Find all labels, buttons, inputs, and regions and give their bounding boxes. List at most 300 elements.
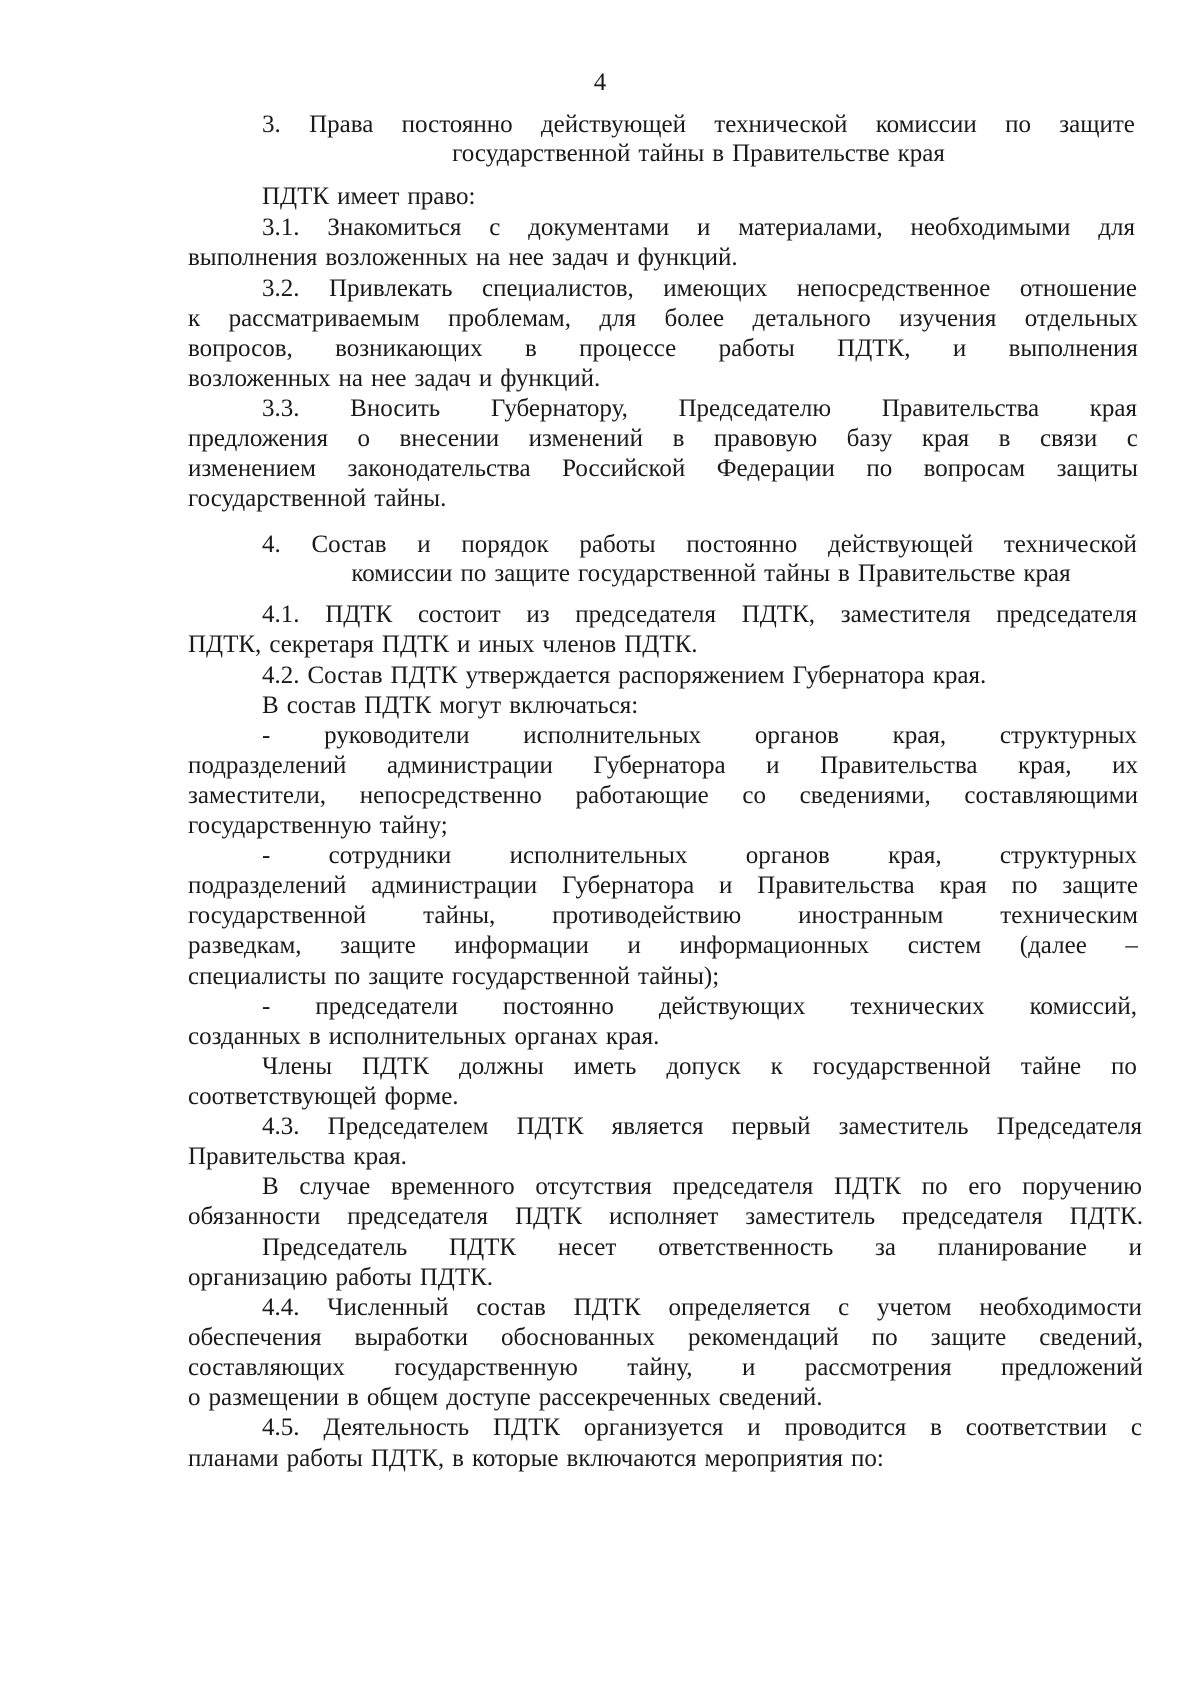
word: доступе [446,1384,531,1411]
word: - [262,993,271,1020]
word: и [417,531,431,558]
word: возникающих [335,335,483,362]
word: тайны, [423,902,496,929]
word: защите [368,963,444,990]
word: защите [1062,872,1138,899]
word: иных [478,631,535,658]
word: ПДТК [449,1234,517,1261]
text-line [188,1353,1143,1383]
word: председателя [347,1203,488,1230]
word: имеющих [663,275,768,302]
word: и [478,365,493,392]
word: технической [714,111,848,138]
word: государственной [812,1053,991,1080]
word: 3. [262,111,281,138]
word: государственной [188,902,367,929]
page-number: 4 [593,69,607,96]
word: края, [1018,752,1072,779]
word: по [866,455,893,482]
word: нее [370,365,407,392]
word: соответствии [965,1414,1107,1441]
text-line [262,530,1137,560]
word: комиссии [875,111,977,138]
word: обеспечения [188,1324,322,1351]
word: предложения [188,425,329,452]
word: работы [718,335,795,362]
word: составляющих [188,1354,345,1381]
word: председателя [996,601,1137,628]
word: ПДТК [390,662,458,689]
word: в [712,140,725,167]
word: в [930,1414,942,1441]
word: ПДТК, [370,1445,445,1472]
word: о [188,1384,201,1411]
word: отсутствия [535,1173,652,1200]
text-line [188,1202,1143,1232]
word: ПДТК, [837,335,911,362]
word: ПДТК [325,601,393,628]
text-line [188,931,1138,961]
word: Правительстве [732,140,890,167]
word: Знакомиться [327,214,462,241]
word: В [262,692,279,719]
word: планирование [937,1234,1087,1261]
word: исполнительных [523,722,702,749]
word: необходимыми [910,214,1071,241]
word: возложенных [188,365,331,392]
word: работы [286,1445,363,1472]
word: ПДТК [364,692,432,719]
word: по [871,1324,898,1351]
word: в [452,1445,464,1472]
word: из [526,601,550,628]
word: разведкам, [188,932,302,959]
word: соответствующей [188,1083,377,1110]
word: ПДТК, [188,631,262,658]
word: защите [1059,111,1135,138]
word: Правительства [881,395,1040,422]
word: края [1023,560,1071,587]
word: в [524,335,537,362]
word: подразделений [188,872,347,899]
word: случае [299,1173,371,1200]
word: структурных [999,842,1137,869]
word: тайны [764,560,831,587]
word: законодательства [347,455,531,482]
word: планами [188,1445,279,1472]
word: отношение [1019,275,1137,302]
text-line [188,962,888,992]
word: специалисты [188,963,327,990]
word: имеет [337,183,400,210]
word: ПДТК [514,1203,582,1230]
word: функций. [500,365,601,392]
word: в [347,1384,359,1411]
word: созданных [188,1023,301,1050]
word: работы [579,531,656,558]
word: с [1126,425,1138,452]
word: тайну; [379,812,448,839]
text-line [262,110,1135,140]
word: с [838,1294,850,1321]
word: руководители [324,722,470,749]
word: - [262,842,271,869]
word: по [921,1173,948,1200]
word: возложенных [325,244,468,271]
word: - [262,722,271,749]
word: действующей [828,531,974,558]
word: края, [888,842,942,869]
word: Председателю [678,395,832,422]
word: Деятельность [323,1414,470,1441]
word: детального [752,305,871,332]
text-line [188,364,788,394]
word: внесении [399,425,500,452]
word: государственную [188,812,372,839]
word: секретаря [269,631,374,658]
word: сведениями, [799,782,931,809]
word: постоянно [401,111,513,138]
text-line [262,1413,1142,1443]
word: проблемам, [448,305,571,332]
word: председателя [902,1203,1043,1230]
word: состав [286,692,357,719]
word: ПДТК [516,1113,584,1140]
word: комиссии [351,560,453,587]
text-line [262,274,1137,304]
word: 3.3. [262,395,300,422]
word: и [766,752,780,779]
word: должны [458,1053,544,1080]
text-line [188,811,588,841]
word: вопросам [923,455,1026,482]
word: проводится [784,1414,907,1441]
word: членов [542,631,617,658]
word: по: [851,1445,884,1472]
text-line [188,630,888,660]
word: рассмотрения [804,1354,952,1381]
word: временного [390,1173,515,1200]
word: государственной [188,485,367,512]
word: иностранным [798,902,944,929]
word: Губернатору, [490,395,628,422]
word: и [952,335,967,362]
word: тайны); [638,963,720,990]
word: края. [605,1023,660,1050]
text-line [188,1323,1143,1353]
word: ПДТК. [419,1264,494,1291]
word: на [475,244,501,271]
text-line [188,243,888,273]
word: комиссий, [1029,993,1137,1020]
text-line [262,1172,1142,1202]
word: работающие [575,782,709,809]
word: нее [508,244,544,271]
word: защите [930,1324,1007,1351]
text-line [188,424,1138,454]
word: Правительства [188,1143,346,1170]
word: распоряжением [618,662,785,689]
word: в [672,425,685,452]
word: сведений. [718,1384,823,1411]
word: организацию [188,1264,328,1291]
text-line [262,1112,1142,1142]
word: края. [932,662,987,689]
word: включаться: [509,692,639,719]
word: рассекреченных [538,1384,711,1411]
word: исполнительных [509,842,688,869]
word: изменением [188,455,316,482]
word: и [627,932,641,959]
word: тайну, [627,1354,693,1381]
word: тайны. [374,485,447,512]
word: систем [907,932,982,959]
word: 4.5. [262,1414,300,1441]
word: право: [407,183,476,210]
word: ПДТК [573,1294,641,1321]
word: порядок [461,531,549,558]
word: специалистов, [482,275,634,302]
word: Правительства [757,872,915,899]
text-line [188,1022,888,1052]
word: о [357,425,371,452]
word: по [1111,1053,1137,1080]
word: составляющими [964,782,1138,809]
word: необходимости [979,1294,1142,1321]
word: мероприятия [704,1445,843,1472]
word: правовую [713,425,818,452]
word: администрации [371,872,538,899]
text-line [188,1263,588,1293]
word: Состав [307,662,383,689]
word: рекомендаций [687,1324,839,1351]
word: Российской [562,455,686,482]
word: 4.3. [262,1113,300,1140]
word: изменений [528,425,644,452]
word: противодействию [552,902,742,929]
word: в [838,560,850,587]
word: исполняет [608,1203,719,1230]
text-line [188,1142,588,1172]
word: заместитель [838,1113,969,1140]
word: размещении [208,1384,340,1411]
text-line [188,454,1138,484]
word: действующей [540,111,686,138]
word: и [456,631,471,658]
word: рассматриваемым [228,305,420,332]
word: за [874,1234,896,1261]
word: председателя [672,1173,814,1200]
word: к [770,1053,783,1080]
word: по [334,963,361,990]
word: материалами, [738,214,883,241]
word: включаются [566,1445,697,1472]
word: по [1005,111,1031,138]
word: техническим [1000,902,1138,929]
word: утверждается [465,662,611,689]
word: состав [476,1294,546,1321]
word: связи [1039,425,1098,452]
text-line [188,781,1138,811]
word: исполнительных [328,1023,507,1050]
word: 3.1. [262,214,300,241]
word: Губернатора [593,752,726,779]
word: отдельных [1024,305,1138,332]
word: могут [439,692,502,719]
word: заместители, [188,782,327,809]
word: первый [731,1113,811,1140]
text-line [286,139,1111,169]
word: 4. [262,531,281,558]
word: и [747,1414,761,1441]
word: Губернатора [792,662,925,689]
word: Вносить [350,395,441,422]
word: информационных [679,932,870,959]
word: которые [471,1445,559,1472]
text-line [262,1233,1142,1263]
text-line [188,901,1138,931]
word: непосредственное [796,275,991,302]
text-line [286,559,1136,589]
word: и [1128,1234,1142,1261]
word: Председатель [262,1234,408,1261]
word: общем [366,1384,439,1411]
word: (далее [1019,932,1087,959]
word: В [262,1173,279,1200]
word: ответственность [658,1234,834,1261]
word: края [939,872,987,899]
word: государственной [451,963,631,990]
word: организуется [583,1414,724,1441]
word: Председателя [996,1113,1142,1140]
word: непосредственно [359,782,542,809]
word: подразделений [188,752,347,779]
text-line [188,751,1138,781]
word: и [719,872,733,899]
word: процессе [579,335,677,362]
word: изучения [899,305,997,332]
word: ПДТК, [741,601,815,628]
text-line [188,1383,888,1413]
word: государственной [452,140,631,167]
word: выполнения [1008,335,1138,362]
word: ПДТК [262,183,330,210]
word: по [1011,872,1038,899]
word: документами [528,214,670,241]
word: задач [551,244,609,271]
word: ПДТК [834,1173,902,1200]
text-line [262,394,1137,424]
word: Правительстве [857,560,1016,587]
word: базу [846,425,893,452]
word: Права [309,111,374,138]
word: его [968,1173,1002,1200]
word: технической [1003,531,1137,558]
word: Губернатора [562,872,695,899]
text-line [188,334,1138,364]
word: постоянно [502,993,614,1020]
word: допуск [666,1053,741,1080]
word: администрации [387,752,553,779]
text-line [262,600,1137,630]
word: заместитель [745,1203,876,1230]
text-line [188,484,588,514]
word: органов [754,722,839,749]
text-line [262,213,1135,243]
word: с [1130,1414,1142,1441]
word: для [599,305,637,332]
word: предложений [1001,1354,1143,1381]
word: 4.1. [262,601,300,628]
word: Члены [262,1053,332,1080]
text-line [188,1444,1088,1474]
word: ПДТК. [1069,1203,1143,1230]
text-line [262,992,1137,1022]
text-line [262,661,1137,691]
text-line [262,1052,1137,1082]
word: определяется [668,1294,811,1321]
word: защите [340,932,416,959]
word: 3.2. [262,275,300,302]
word: края [897,140,945,167]
word: информации [454,932,589,959]
word: по [460,560,487,587]
word: к [188,305,201,332]
word: и [697,214,711,241]
word: выполнения [188,244,318,271]
word: иметь [573,1053,637,1080]
word: ПДТК [361,1053,430,1080]
text-line [262,1293,1142,1323]
word: ПДТК [381,631,449,658]
word: защиты [1056,455,1138,482]
word: обоснованных [501,1324,655,1351]
text-line [188,304,1138,334]
word: со [742,782,766,809]
word: края. [353,1143,407,1170]
word: поручению [1022,1173,1142,1200]
word: с [489,214,501,241]
word: является [611,1113,704,1140]
word: Федерации [716,455,835,482]
text-line [262,691,862,721]
word: структурных [999,722,1137,749]
word: Председателем [327,1113,489,1140]
word: на [338,365,363,392]
word: сотрудники [328,842,452,869]
word: обязанности [188,1203,321,1230]
word: защите [494,560,570,587]
word: учетом [877,1294,952,1321]
word: постоянно [686,531,798,558]
text-line [188,1082,588,1112]
word: Состав [311,531,387,558]
word: и [741,1354,756,1381]
word: государственную [394,1354,578,1381]
word: работы [335,1264,412,1291]
word: края [921,425,970,452]
word: выработки [354,1324,469,1351]
word: государственной [577,560,757,587]
word: тайне [1020,1053,1082,1080]
word: 4.4. [262,1294,300,1321]
word: для [1098,214,1135,241]
word: сведений, [1039,1324,1143,1351]
word: технических [850,993,985,1020]
word: заместителя [840,601,971,628]
word: председатели [315,993,458,1020]
word: председателя [575,601,716,628]
